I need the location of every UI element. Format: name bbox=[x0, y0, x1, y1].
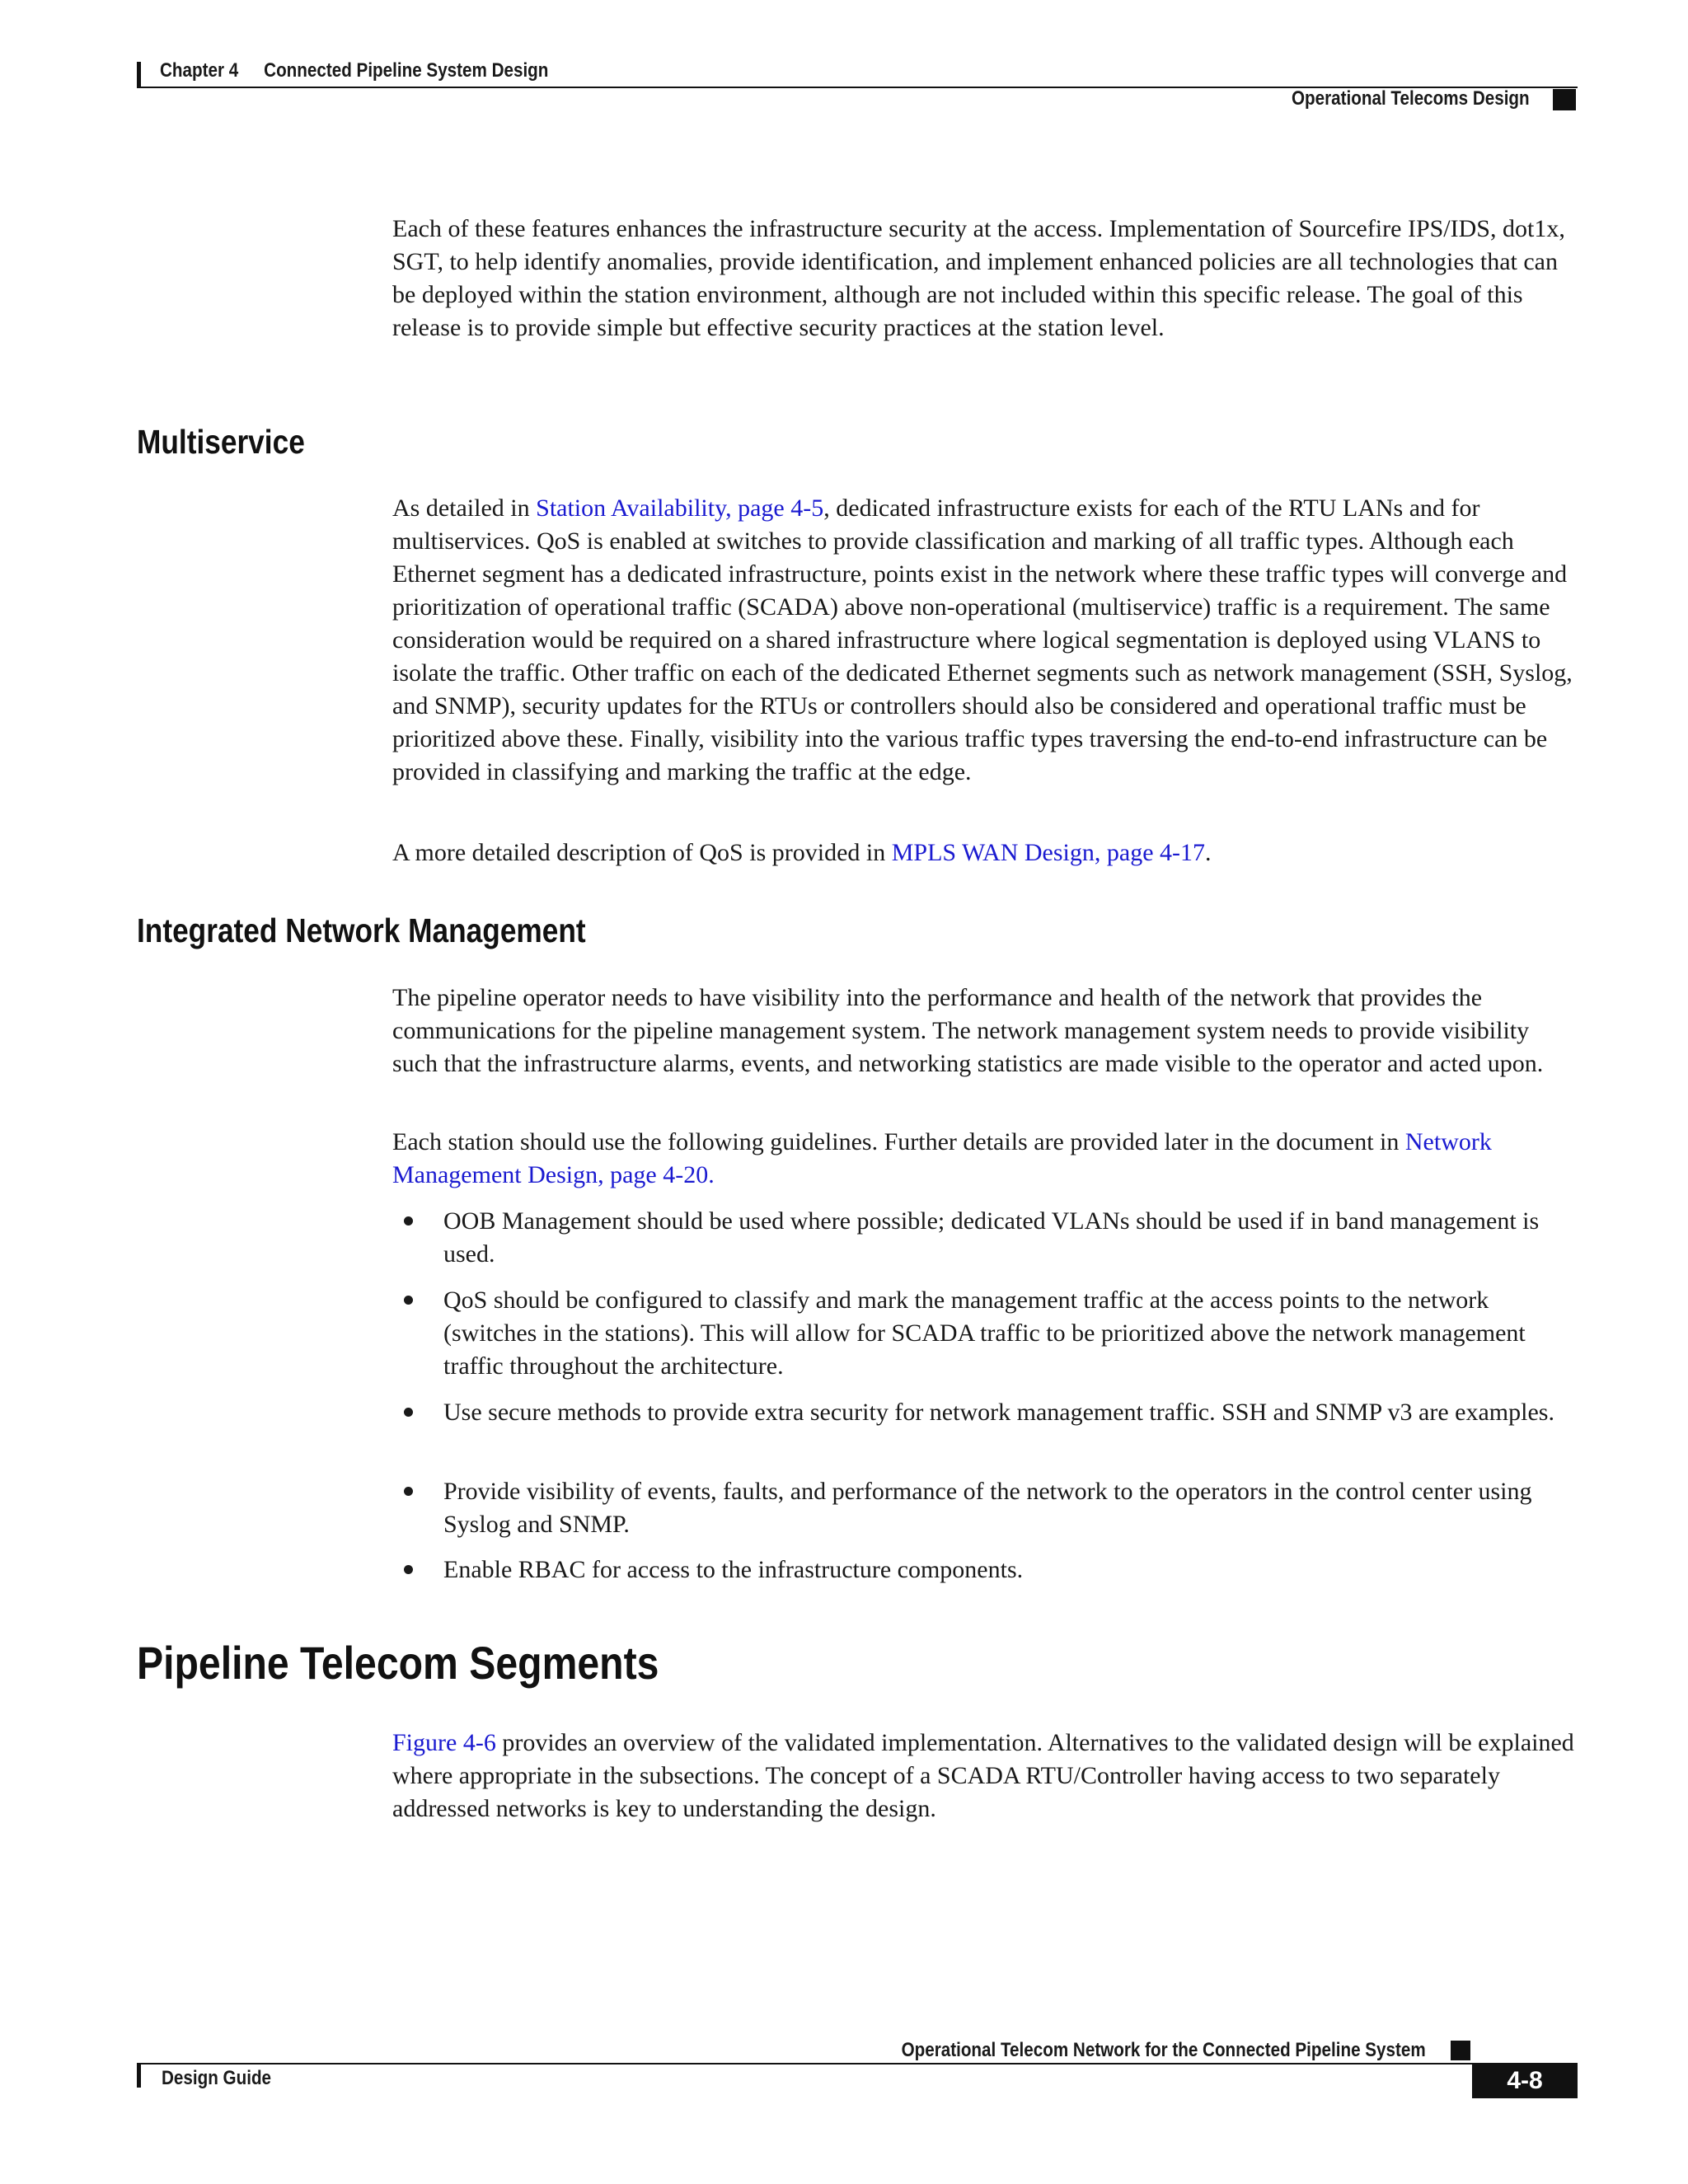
running-header-section: Operational Telecoms Design bbox=[1292, 87, 1530, 110]
bullet-icon bbox=[404, 1565, 413, 1574]
network-management-design-link[interactable]: Network Management Design, page 4-20. bbox=[392, 1128, 1492, 1188]
footer-marker-square bbox=[1451, 2041, 1470, 2060]
bullet-icon bbox=[404, 1296, 413, 1305]
inm-paragraph-1: The pipeline operator needs to have visibility into the performance and health of the network that provides the communications for the pipeline management system. The network management system needs to provide visibility such that the infrastructure alarms, events, and networking statistics are made visible to the operator and acted upon. bbox=[392, 984, 1544, 1077]
figure-4-6-link[interactable]: Figure 4-6 bbox=[392, 1729, 496, 1756]
header-marker-square bbox=[1553, 89, 1576, 110]
bullet-icon bbox=[404, 1487, 413, 1496]
mpls-wan-design-link[interactable]: MPLS WAN Design, page 4-17 bbox=[891, 839, 1205, 866]
text-span: . bbox=[1205, 839, 1212, 866]
pipeline-telecom-segments-heading: Pipeline Telecom Segments bbox=[137, 1637, 659, 1689]
page-number: 4-8 bbox=[1507, 2066, 1543, 2094]
text-span: A more detailed description of QoS is provided in bbox=[392, 839, 892, 866]
page-number-box bbox=[1472, 2063, 1578, 2098]
inm-paragraph-2 bbox=[392, 1126, 1579, 1192]
list-item-text: QoS should be configured to classify and mark the management traffic at the access points to the network (switches in the stations). This will allow for SCADA traffic to be prioritized above the network management traffic throughout the architecture. bbox=[443, 1286, 1526, 1380]
running-header-chapter bbox=[160, 59, 548, 82]
chapter-label: Chapter 4 bbox=[160, 59, 239, 82]
footer-design-guide: Design Guide bbox=[162, 2067, 272, 2089]
bullet-icon bbox=[404, 1216, 413, 1226]
list-item-text: Provide visibility of events, faults, and performance of the network to the operators in the control center using Syslog and SNMP. bbox=[443, 1478, 1532, 1538]
list-item-text: Enable RBAC for access to the infrastructure components. bbox=[443, 1556, 1024, 1583]
footer-rule bbox=[137, 2063, 1472, 2064]
list-item-text: Use secure methods to provide extra security for network management traffic. SSH and SNMP v3 are examples. bbox=[443, 1399, 1554, 1426]
footer-book-title: Operational Telecom Network for the Connected Pipeline System bbox=[901, 2039, 1426, 2061]
pts-paragraph bbox=[392, 1727, 1579, 1825]
text-span: As detailed in bbox=[392, 494, 537, 522]
multiservice-heading: Multiservice bbox=[137, 423, 305, 461]
intro-paragraph: Each of these features enhances the infrastructure security at the access. Implementation of Sourcefire IPS/IDS, dot1x, SGT, to help identify anomalies, provide identification, and implement enhanced policies are all technologies that can be deployed within the station environment, although are not included within this specific release. The goal of this release is to provide simple but effective security practices at the station level. bbox=[392, 215, 1565, 341]
list-item-text: OOB Management should be used where possible; dedicated VLANs should be used if in band management is used. bbox=[443, 1207, 1540, 1268]
station-availability-link[interactable]: Station Availability, page 4-5 bbox=[536, 494, 824, 522]
text-span: , dedicated infrastructure exists for each of the RTU LANs and for multiservices. QoS is enabled at switches to provide classification and marking of all traffic types. Although each Ethernet segment has a dedicated infrastructure, points exist in the network where these traffic types will converge and prioritization of operational traffic (SCADA) above non-operational (multiservice) traffic is a requirement. The same consideration would be required on a shared infrastructure where logical segmentation is deployed using VLANS to isolate the traffic. Other traffic on each of the dedicated Ethernet segments such as network management (SSH, Syslog, and SNMP), security updates for the RTUs or controllers should also be considered and operational traffic must be prioritized above these. Finally, visibility into the various traffic types traversing the end-to-end infrastructure can be provided in classifying and marking the traffic at the edge. bbox=[392, 494, 1573, 785]
text-span: provides an overview of the validated implementation. Alternatives to the validated design will be explained where appropriate in the subsections. The concept of a SCADA RTU/Controller having access to two separately addressed networks is key to understanding the design. bbox=[392, 1729, 1574, 1822]
footer-left-bar bbox=[137, 2063, 141, 2088]
inm-heading: Integrated Network Management bbox=[137, 912, 586, 949]
bullet-icon bbox=[404, 1408, 413, 1417]
multiservice-paragraph-2 bbox=[392, 837, 1579, 869]
chapter-title: Connected Pipeline System Design bbox=[264, 59, 549, 82]
text-span: Each station should use the following guidelines. Further details are provided later in the document in bbox=[392, 1128, 1405, 1155]
header-left-bar bbox=[137, 62, 141, 87]
multiservice-paragraph-1 bbox=[392, 492, 1579, 789]
